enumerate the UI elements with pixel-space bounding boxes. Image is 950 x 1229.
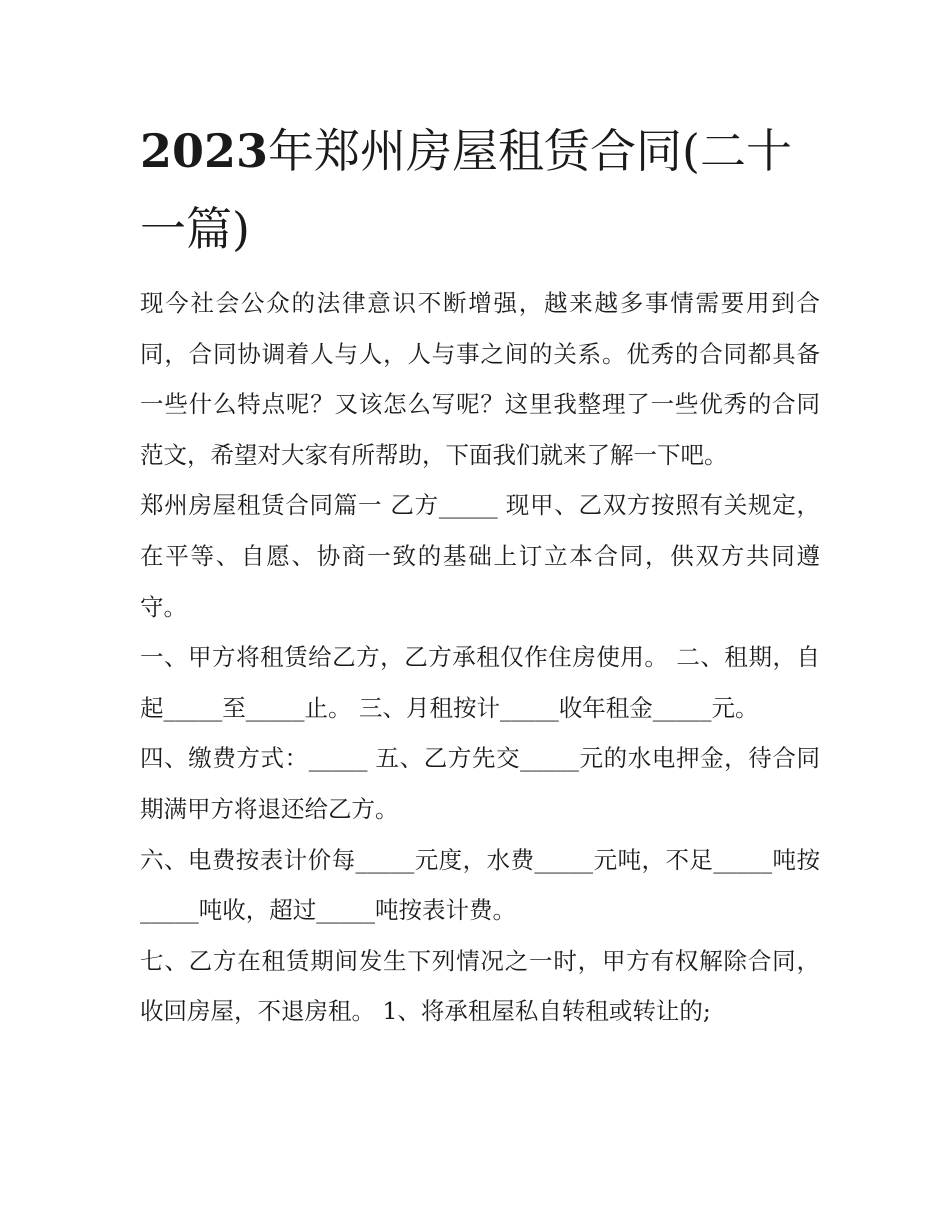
paragraph-clauses-1-3: 一、甲方将租赁给乙方，乙方承租仅作住房使用。 二、租期，自起_____至_____止。 三、月租按计_____收年租金_____元。: [140, 643, 820, 722]
paragraph-clause-7: 七、乙方在租赁期间发生下列情况之一时，甲方有权解除合同，收回房屋，不退房租。 1、将承租屋私自转租或转让的;: [140, 946, 820, 1026]
title-year: 2023: [140, 124, 269, 178]
document-body: [140, 278, 820, 1037]
paragraph-clauses-4-5: 四、缴费方式：_____ 五、乙方先交_____元的水电押金，待合同期满甲方将退还给乙方。: [140, 744, 820, 823]
paragraph-contract-opening: 郑州房屋租赁合同篇一 乙方_____ 现甲、乙双方按照有关规定，在平等、自愿、协商一致的基础上订立本合同，供双方共同遵守。: [140, 491, 820, 621]
document-page: [140, 112, 820, 1037]
paragraph-intro: 现今社会公众的法律意识不断增强，越来越多事情需要用到合同，合同协调着人与人，人与事之间的关系。优秀的合同都具备一些什么特点呢？又该怎么写呢？这里我整理了一些优秀的合同范文，希望对大家有所帮助，下面我们就来了解一下吧。: [140, 289, 820, 469]
title-text: 年郑州房屋租赁合同(二十一篇): [140, 124, 792, 256]
paragraph-clause-6: 六、电费按表计价每_____元度，水费_____元吨，不足_____吨按_____吨收，超过_____吨按表计费。: [140, 845, 820, 925]
document-title: [140, 112, 820, 268]
